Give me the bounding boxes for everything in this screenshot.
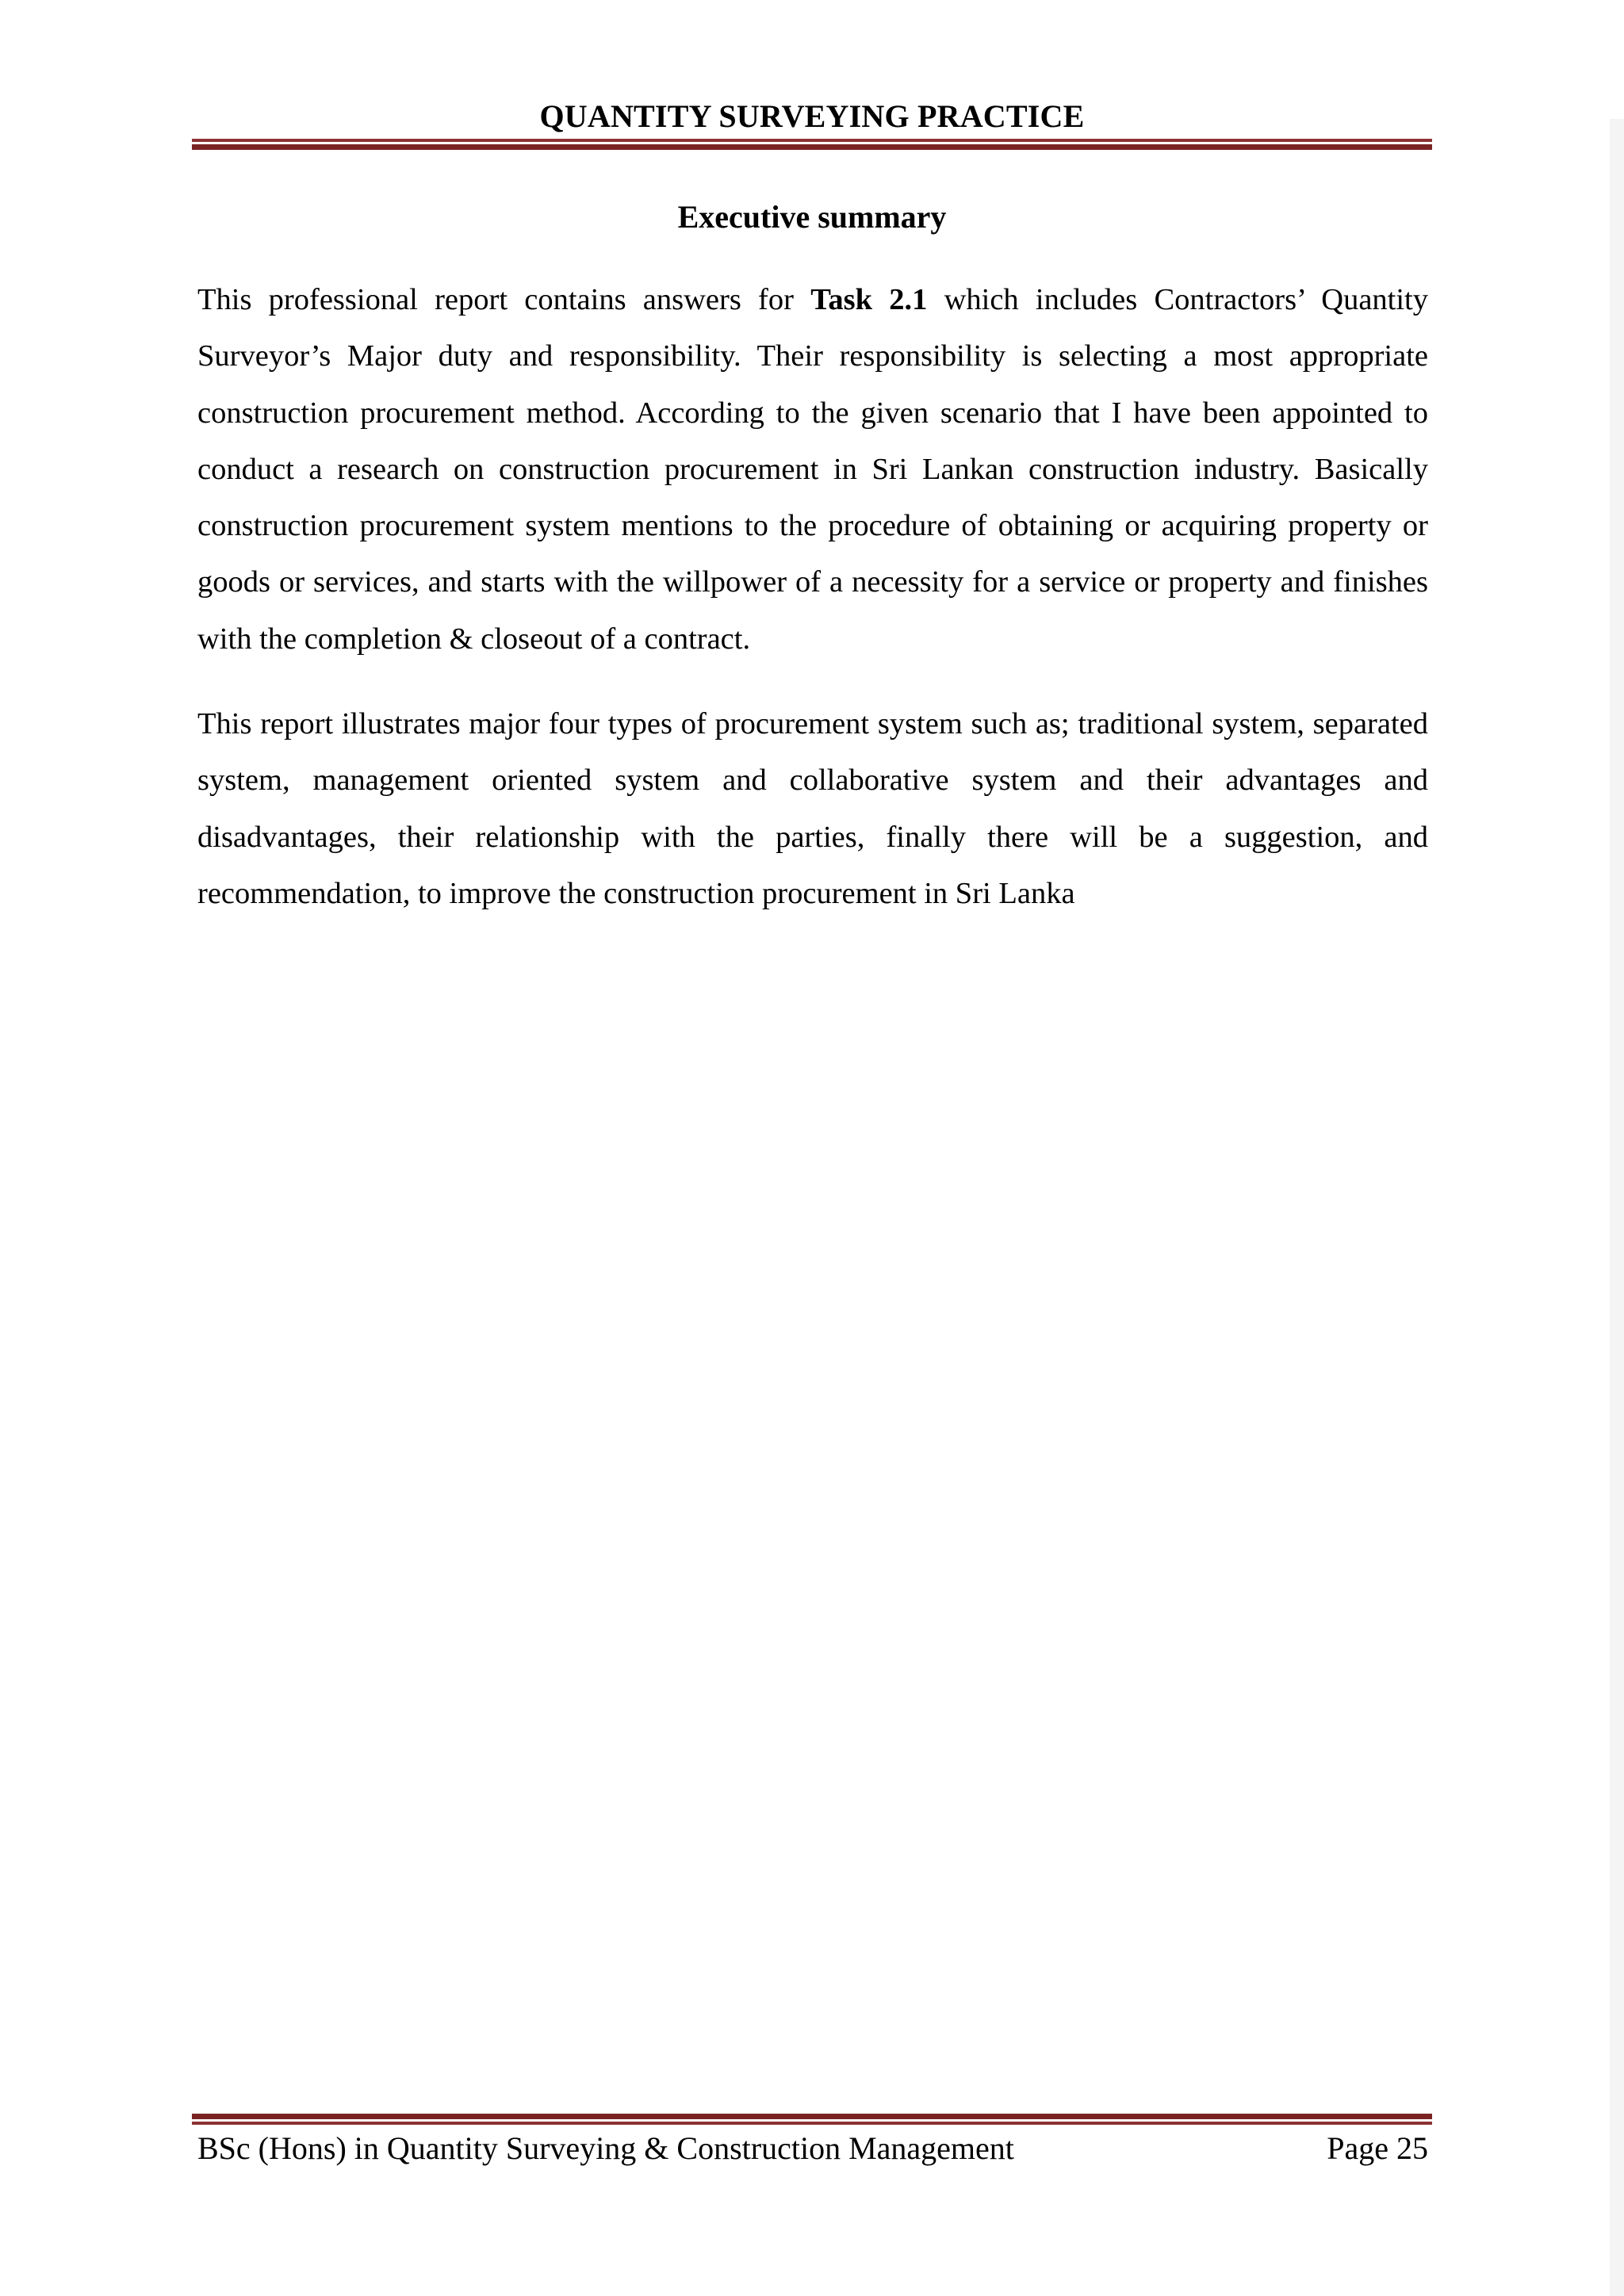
paragraph-1-text-start: This professional report contains answers for bbox=[197, 283, 811, 316]
task-reference: Task 2.1 bbox=[810, 283, 928, 316]
running-header: QUANTITY SURVEYING PRACTICE bbox=[539, 98, 1085, 134]
page-edge-shadow bbox=[1610, 119, 1624, 2296]
paragraph-2: This report illustrates major four types of procurement system such as; traditional system, separated system, management oriented system and collaborative system and their advantages and disadvantages, their relationship with the parties, finally there will be a suggestion, and recommendation, to improve the construction procurement in Sri Lanka bbox=[197, 707, 1428, 910]
footer-rule bbox=[192, 2114, 1432, 2125]
page-footer bbox=[197, 2126, 1428, 2171]
section-heading: Executive summary bbox=[677, 199, 947, 235]
paragraph-1 bbox=[197, 272, 1428, 668]
paragraph-1-text-end: which includes Contractors’ Quantity Surveyor’s Major duty and responsibility. Their responsibility is selecting a most appropriate construction procurement method. According to the given scenario that I have been appointed to conduct a research on construction procurement in Sri Lankan construction industry. Basically construction procurement system mentions to the procedure of obtaining or acquiring property or goods or services, and starts with the willpower of a necessity for a service or property and finishes with the completion & closeout of a contract. bbox=[197, 283, 1428, 656]
header-rule bbox=[192, 139, 1432, 150]
page-number: Page 25 bbox=[1327, 2130, 1428, 2166]
footer-course-title: BSc (Hons) in Quantity Surveying & Construction Management bbox=[197, 2130, 1014, 2166]
